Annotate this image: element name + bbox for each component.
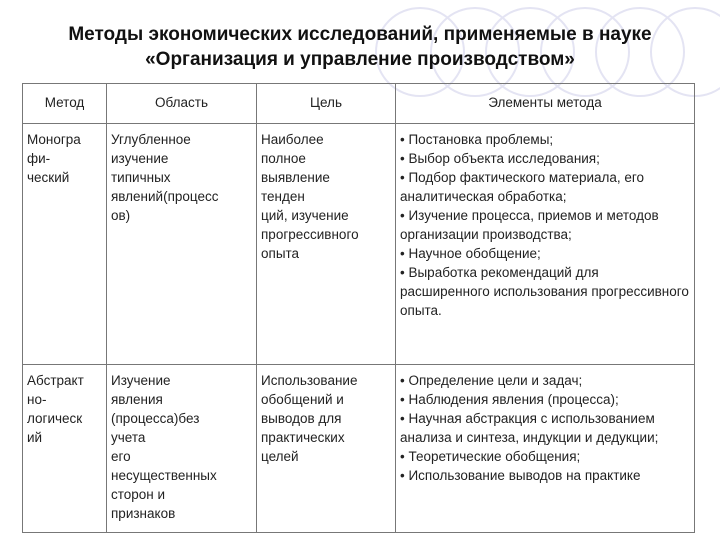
list-item: • Научное обобщение; bbox=[400, 246, 541, 261]
cell-method bbox=[23, 124, 107, 365]
list-item: • Постановка проблемы; bbox=[400, 132, 554, 147]
cell-line: Изучение bbox=[111, 373, 171, 388]
cell-line: несущественных bbox=[111, 468, 217, 483]
cell-line: явлений(процесс bbox=[111, 189, 219, 204]
list-item: • Выработка рекомендаций для расширенного использования прогрессивного опыта. bbox=[400, 265, 689, 318]
cell-line: тенден bbox=[261, 189, 305, 204]
cell-line: выводов для bbox=[261, 411, 342, 426]
title-line-2: «Организация и управление производством» bbox=[145, 49, 575, 70]
cell-line: Наиболее bbox=[261, 132, 324, 147]
cell-line: учета bbox=[111, 430, 146, 445]
cell-line: сторон и bbox=[111, 487, 166, 502]
header-area: Область bbox=[107, 84, 257, 124]
cell-line: Использование bbox=[261, 373, 358, 388]
cell-line: ов) bbox=[111, 208, 131, 223]
cell-line: ций, изучение bbox=[261, 208, 349, 223]
cell-line: типичных bbox=[111, 170, 171, 185]
methods-table bbox=[22, 83, 695, 533]
list-item: • Определение цели и задач; bbox=[400, 373, 583, 388]
cell-line: признаков bbox=[111, 506, 176, 521]
list-item: • Изучение процесса, приемов и методов организации производства; bbox=[400, 208, 659, 242]
list-item: • Теоретические обобщения; bbox=[400, 449, 581, 464]
table-row bbox=[23, 365, 695, 533]
page-title bbox=[0, 22, 720, 72]
cell-line: прогрессивного bbox=[261, 227, 359, 242]
cell-line: явления bbox=[111, 392, 163, 407]
cell-line: изучение bbox=[111, 151, 169, 166]
cell-line: Моногра bbox=[27, 132, 81, 147]
cell-line: практических bbox=[261, 430, 345, 445]
title-line-1: Методы экономических исследований, применяемые в науке bbox=[68, 24, 652, 45]
cell-line: выявление bbox=[261, 170, 330, 185]
cell-goal bbox=[257, 365, 396, 533]
list-item: • Использование выводов на практике bbox=[400, 468, 641, 483]
cell-line: Углубленное bbox=[111, 132, 191, 147]
header-elements: Элементы метода bbox=[396, 84, 695, 124]
table-row bbox=[23, 124, 695, 365]
list-item: • Научная абстракция с использованием анализа и синтеза, индукции и дедукции; bbox=[400, 411, 659, 445]
cell-area bbox=[107, 365, 257, 533]
cell-line: логическ bbox=[27, 411, 83, 426]
cell-line: фи- bbox=[27, 151, 51, 166]
cell-line: ий bbox=[27, 430, 43, 445]
table-header-row bbox=[23, 84, 695, 124]
cell-line: но- bbox=[27, 392, 47, 407]
cell-area bbox=[107, 124, 257, 365]
cell-elements bbox=[396, 365, 695, 533]
cell-line: его bbox=[111, 449, 131, 464]
list-item: • Выбор объекта исследования; bbox=[400, 151, 600, 166]
cell-line: полное bbox=[261, 151, 306, 166]
cell-elements bbox=[396, 124, 695, 365]
header-goal: Цель bbox=[257, 84, 396, 124]
header-method: Метод bbox=[23, 84, 107, 124]
list-item: • Наблюдения явления (процесса); bbox=[400, 392, 619, 407]
cell-line: опыта bbox=[261, 246, 300, 261]
cell-goal bbox=[257, 124, 396, 365]
cell-line: Абстракт bbox=[27, 373, 84, 388]
cell-line: целей bbox=[261, 449, 299, 464]
cell-line: ческий bbox=[27, 170, 70, 185]
cell-line: (процесса)без bbox=[111, 411, 200, 426]
list-item: • Подбор фактического материала, его аналитическая обработка; bbox=[400, 170, 645, 204]
cell-line: обобщений и bbox=[261, 392, 344, 407]
cell-method bbox=[23, 365, 107, 533]
